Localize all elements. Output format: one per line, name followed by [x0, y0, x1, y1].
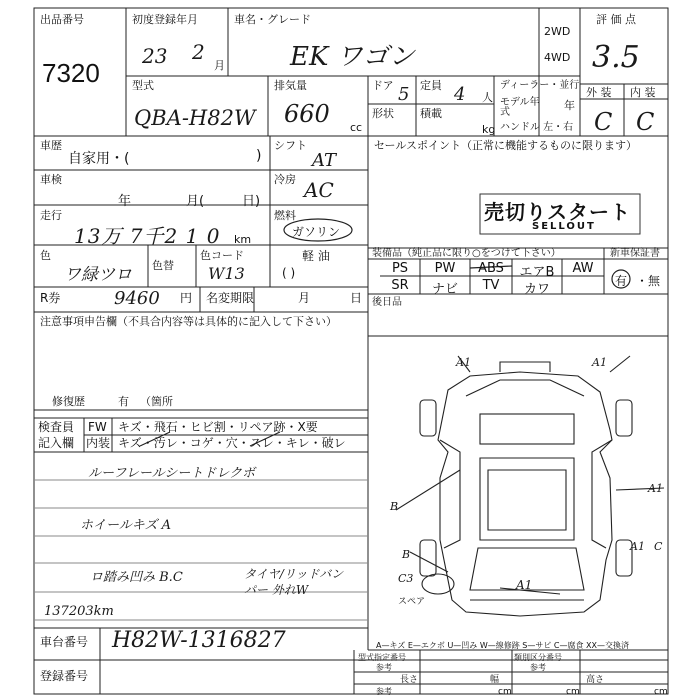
- interior-label: 内 装: [630, 86, 656, 99]
- repair-have: 有: [118, 395, 129, 408]
- equip-sr: SR: [391, 278, 409, 293]
- car-diagram: [396, 356, 664, 616]
- history-label: 車歴: [40, 139, 62, 152]
- mark-c3: C3: [398, 572, 414, 585]
- model-year-unit: 年: [564, 99, 575, 112]
- new-car-label: 新車保証書: [610, 248, 660, 259]
- repair-area: （箇所: [140, 395, 173, 408]
- model-value: EK ワゴン: [290, 42, 415, 72]
- equip-pw: PW: [434, 261, 456, 276]
- interior-value: C: [636, 108, 655, 136]
- capacity-label: 定員: [420, 79, 442, 92]
- interior-check-label: 内装: [86, 436, 111, 450]
- first-reg-unit: 月: [214, 59, 225, 72]
- inspection-year: 年: [118, 194, 132, 209]
- spare-label: スペア: [398, 597, 426, 607]
- aftermarket-label: 後日品: [372, 297, 402, 308]
- height-unit: cm: [654, 687, 668, 697]
- name-change-day: 日: [350, 291, 363, 305]
- dealer-label: ディーラー・並行: [500, 80, 580, 91]
- reference-label-1: 参考: [376, 663, 392, 672]
- history-close: ): [256, 148, 262, 164]
- type-value: QBA-H82W: [134, 106, 256, 130]
- mark-rear-right: A1: [630, 540, 645, 553]
- capacity-value: 4: [454, 84, 466, 105]
- recycle-unit: 円: [180, 291, 193, 305]
- displacement-label: 排気量: [274, 79, 307, 92]
- equip-leather: カワ: [523, 282, 550, 297]
- plate-label: 登録番号: [40, 669, 89, 683]
- repair-label: 修復歴: [52, 395, 85, 408]
- width-unit: cm: [566, 687, 580, 697]
- fw-label: FW: [88, 420, 107, 434]
- history-value: 自家用・(: [68, 151, 130, 167]
- mark-front-right: A1: [592, 356, 607, 369]
- mileage-value: 13万 7千2 1 0: [74, 224, 221, 248]
- entry-label: 記入欄: [38, 436, 75, 450]
- new-car-no: ・無: [636, 274, 661, 288]
- mark-rear-c: C: [654, 540, 663, 553]
- drive-4wd: 4WD: [544, 51, 571, 64]
- load-unit: kg: [482, 123, 496, 136]
- door-value: 5: [398, 84, 410, 105]
- fuel-label: 燃料: [274, 209, 296, 222]
- door-label: ドア: [372, 79, 394, 92]
- color-code-label: 色コード: [200, 249, 244, 262]
- comment-3: ロ踏み凹み B.C: [90, 570, 183, 585]
- score-label: 評 価 点: [596, 13, 636, 26]
- height-label: 高さ: [586, 675, 605, 685]
- equip-navi: ナビ: [431, 282, 458, 297]
- sellout-stamp: 売切りスタート: [484, 200, 631, 224]
- fw-text: キズ・飛石・ヒビ割・リペア跡・X要: [118, 420, 318, 434]
- fuel-light: 軽 油: [302, 249, 330, 263]
- recycle-value: 9460: [114, 288, 160, 309]
- model-year-label: モデル年式: [500, 97, 540, 118]
- exterior-value: C: [594, 108, 613, 136]
- inspector-label: 検査員: [38, 420, 75, 434]
- color-label: 色: [40, 249, 51, 262]
- length-label: 長さ: [400, 675, 419, 685]
- load-label: 積載: [420, 107, 442, 120]
- mark-front-left: A1: [456, 356, 471, 369]
- equip-ps: PS: [391, 261, 409, 276]
- sales-points-label: セールスポイント（正常に機能するものに限ります）: [374, 139, 638, 152]
- fuel-value: ガソリン: [292, 225, 341, 239]
- inspection-label: 車検: [40, 173, 62, 186]
- reference-label-3: 参考: [376, 687, 392, 696]
- capacity-unit: 人: [482, 91, 493, 104]
- color-value: ワ緑ツロ: [64, 265, 132, 285]
- color-code-value: W13: [208, 264, 245, 283]
- fuel-paren: ( ): [282, 266, 296, 280]
- mileage-unit: km: [234, 233, 252, 246]
- equip-abs: ABS: [478, 261, 504, 276]
- lot-label: 出品番号: [40, 13, 84, 26]
- category-label: 類別区分番号: [514, 653, 562, 662]
- first-reg-month: 2: [192, 40, 205, 64]
- inspection-day: 日): [242, 194, 261, 209]
- new-car-yes: 有: [615, 274, 628, 288]
- mark-left-b2: B: [402, 548, 411, 561]
- designation-label: 型式指定番号: [358, 653, 406, 662]
- equipment-label: 装備品（純正品に限り○をつけて下さい）: [372, 248, 561, 259]
- comment-2: ホイールキズ A: [80, 518, 172, 533]
- sellout-stamp-sub: SELLOUT: [532, 221, 596, 232]
- ac-label: 冷房: [274, 173, 296, 186]
- lot-number: 7320: [42, 58, 100, 88]
- drive-2wd: 2WD: [544, 25, 571, 38]
- ac-value: AC: [304, 178, 334, 202]
- score-value: 3.5: [592, 40, 640, 75]
- mark-right-side: A1: [648, 482, 663, 495]
- chassis-label: 車台番号: [40, 635, 89, 649]
- name-change-month: 月: [298, 291, 311, 305]
- exterior-label: 外 装: [586, 86, 612, 99]
- displacement-unit: cc: [350, 121, 363, 134]
- recycle-label: R券: [40, 291, 61, 305]
- shift-label: シフト: [274, 139, 307, 152]
- comment-4: タイヤ/リッドバンパー 外れW: [244, 567, 344, 597]
- first-reg-year: 23: [142, 44, 168, 68]
- model-label: 車名・グレード: [234, 13, 311, 26]
- color-change-label: 色替: [152, 259, 174, 272]
- equip-tv: TV: [482, 278, 500, 293]
- damage-legend: A—キズ E—エクボ U—凹み W—線修跡 S—サビ C—腐食 XX—交換済: [376, 641, 630, 650]
- name-change-label: 名変期限: [206, 291, 255, 305]
- type-label: 型式: [132, 79, 154, 92]
- equip-airbag: エアB: [519, 265, 555, 280]
- comment-5: 137203km: [44, 604, 114, 619]
- comment-1: ルーフレールシートドレクボ: [88, 466, 255, 481]
- length-unit: cm: [498, 687, 512, 697]
- interior-check-text: キズ・汚レ・コゲ・穴・スレ・キレ・破レ: [118, 436, 346, 450]
- displacement-value: 660: [284, 100, 330, 128]
- width-label: 幅: [490, 675, 500, 685]
- shift-value: AT: [312, 150, 337, 171]
- mark-left-b: B: [390, 500, 399, 513]
- equip-aw: AW: [572, 261, 594, 276]
- mileage-label: 走行: [40, 209, 62, 222]
- first-reg-label: 初度登録年月: [132, 13, 198, 26]
- inspection-month: 月(: [186, 194, 205, 209]
- chassis-value: H82W-1316827: [112, 628, 286, 653]
- shape-label: 形状: [372, 107, 394, 120]
- mark-rear-a1: A1: [516, 578, 533, 592]
- reference-label-2: 参考: [530, 663, 546, 672]
- handle-label: ハンドル 左・右: [500, 122, 574, 133]
- notes-label: 注意事項申告欄（不具合内容等は具体的に記入して下さい）: [40, 315, 337, 328]
